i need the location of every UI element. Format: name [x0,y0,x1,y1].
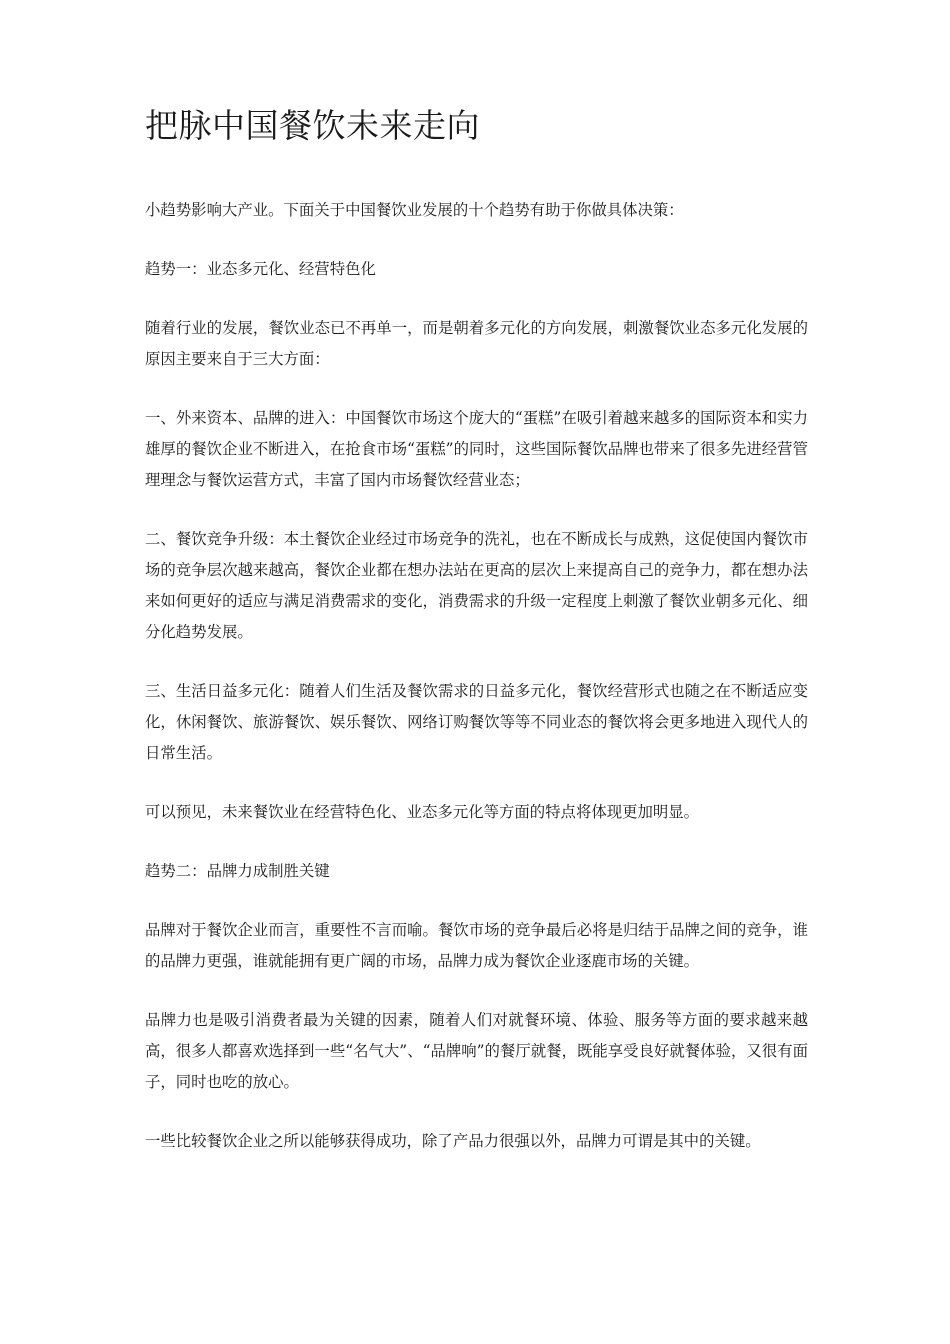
body-paragraph: 随着行业的发展，餐饮业态已不再单一，而是朝着多元化的方向发展，刺激餐饮业态多元化发展的原因主要来自于三大方面： [145,319,808,368]
body-paragraph: 三、生活日益多元化：随着人们生活及餐饮需求的日益多元化，餐饮经营形式也随之在不断适应变化，休闲餐饮、旅游餐饮、娱乐餐饮、网络订购餐饮等等不同业态的餐饮将会更多地进入现代人的日常生活。 [145,682,808,762]
body-paragraph: 可以预见，未来餐饮业在经营特色化、业态多元化等方面的特点将体现更加明显。 [145,803,700,821]
document-body [145,195,808,1185]
document-title: 把脉中国餐饮未来走向 [145,106,480,145]
intro-paragraph: 小趋势影响大产业。下面关于中国餐饮业发展的十个趋势有助于你做具体决策： [145,201,684,219]
body-paragraph: 品牌对于餐饮企业而言，重要性不言而喻。餐饮市场的竞争最后必将是归结于品牌之间的竞争，谁的品牌力更强，谁就能拥有更广阔的市场，品牌力成为餐饮企业逐鹿市场的关键。 [145,921,808,970]
trend-two-heading: 趋势二：品牌力成制胜关键 [145,862,330,880]
body-paragraph: 一、外来资本、品牌的进入：中国餐饮市场这个庞大的“蛋糕”在吸引着越来越多的国际资本和实力雄厚的餐饮企业不断进入，在抢食市场“蛋糕”的同时，这些国际餐饮品牌也带来了很多先进经营管理理念与餐饮运营方式，丰富了国内市场餐饮经营业态； [145,409,808,489]
body-paragraph: 一些比较餐饮企业之所以能够获得成功，除了产品力很强以外，品牌力可谓是其中的关键。 [145,1132,761,1150]
trend-one-heading: 趋势一：业态多元化、经营特色化 [145,260,376,278]
body-paragraph: 品牌力也是吸引消费者最为关键的因素，随着人们对就餐环境、体验、服务等方面的要求越来越高，很多人都喜欢选择到一些“名气大”、“品牌响”的餐厅就餐，既能享受良好就餐体验，又很有面子，同时也吃的放心。 [145,1011,808,1091]
body-paragraph: 二、餐饮竞争升级：本土餐饮企业经过市场竞争的洗礼，也在不断成长与成熟，这促使国内餐饮市场的竞争层次越来越高，餐饮企业都在想办法站在更高的层次上来提高自己的竞争力，都在想办法来如何更好的适应与满足消费需求的变化，消费需求的升级一定程度上刺激了餐饮业朝多元化、细分化趋势发展。 [145,530,808,641]
